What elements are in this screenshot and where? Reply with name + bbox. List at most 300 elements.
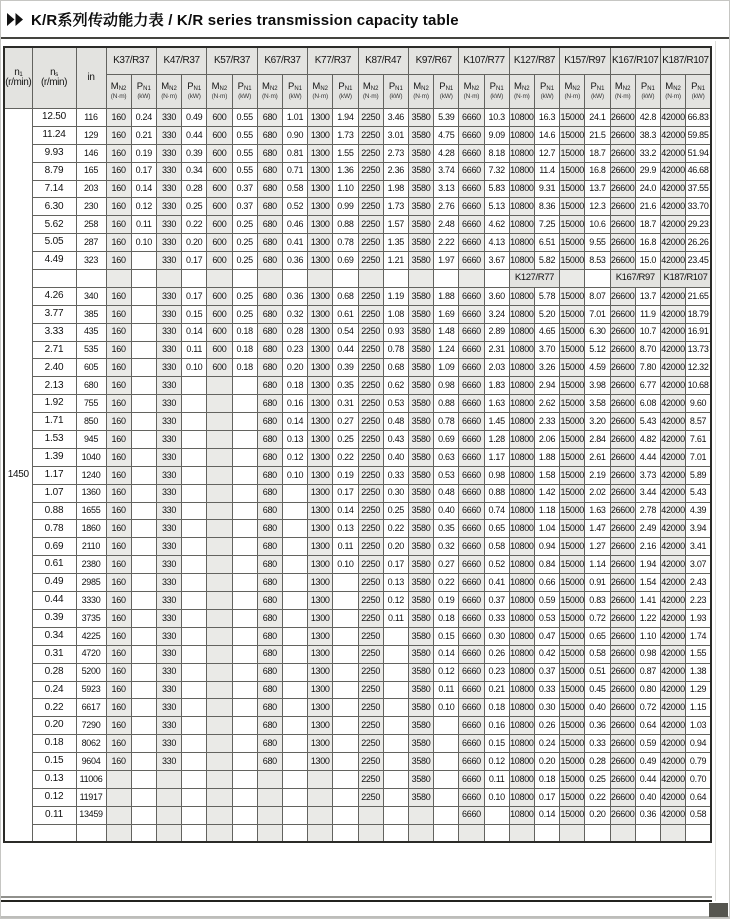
pn1-cell: 2.62 [534,395,559,413]
pn1-cell: 1.93 [686,609,711,627]
pn1-cell: 0.18 [282,377,307,395]
pn1-cell [182,717,207,735]
pn1-cell [131,592,156,610]
ratio-cell: 4225 [76,627,106,645]
pn1-cell: 0.24 [131,109,156,127]
mn2-cell: 330 [156,216,181,234]
model-header-1: K37/R37 [106,47,156,75]
mn2-cell: 160 [106,574,131,592]
mid-empty-mn2 [156,270,181,288]
output-speed-cell: 5.05 [32,234,76,252]
mn2-cell: 6660 [459,806,484,824]
pn1-cell: 0.80 [635,681,660,699]
mn2-cell: 160 [106,448,131,466]
pn1-cell [434,735,459,753]
pn1-cell: 0.30 [484,627,509,645]
table-row [4,448,711,466]
ratio-cell: 1240 [76,466,106,484]
table-row [4,717,711,735]
pn1-cell: 23.45 [686,252,711,270]
mn2-cell: 330 [156,466,181,484]
pn1-cell: 0.78 [333,234,358,252]
table-row [4,574,711,592]
ratio-cell: 3735 [76,609,106,627]
mn2-header: $M_{N2}$ (N·m) [308,75,333,109]
pn1-cell: 0.79 [686,753,711,771]
pn1-cell: 0.14 [434,645,459,663]
pn1-cell: 0.17 [534,788,559,806]
mn2-cell: 6660 [459,359,484,377]
mn2-cell: 6660 [459,609,484,627]
mn2-cell: 680 [257,287,282,305]
mn2-cell: 160 [106,699,131,717]
pn1-cell [182,502,207,520]
pn1-header: $P_{N1}$ (kW) [131,75,156,109]
pn1-cell: 0.74 [484,502,509,520]
mn2-cell: 6660 [459,234,484,252]
mn2-cell [207,431,232,449]
pn1-cell [282,592,307,610]
pn1-cell: 0.44 [333,341,358,359]
pn1-cell: 29.23 [686,216,711,234]
mn2-cell: 10800 [509,109,534,127]
pn1-cell: 0.12 [282,448,307,466]
pn1-cell: 0.40 [434,502,459,520]
pn1-cell [282,699,307,717]
mn2-cell: 2250 [358,305,383,323]
pn1-cell [383,681,408,699]
mn2-cell [207,735,232,753]
model-header-8: K107/R77 [459,47,509,75]
mn2-cell: 10800 [509,627,534,645]
pn1-cell: 4.39 [686,502,711,520]
pn1-cell [333,788,358,806]
mn2-header: $M_{N2}$ (N·m) [408,75,433,109]
mn2-cell [207,788,232,806]
pn1-cell: 3.70 [534,341,559,359]
mn2-cell: 6660 [459,216,484,234]
mn2-cell: 1300 [308,252,333,270]
output-speed-cell: 1.53 [32,431,76,449]
table-row [4,323,711,341]
mn2-cell: 680 [257,645,282,663]
mn2-cell: 330 [156,520,181,538]
mn2-cell: 680 [257,627,282,645]
pn1-cell: 0.14 [131,180,156,198]
mn2-cell: 10800 [509,216,534,234]
mn2-cell: 2250 [358,126,383,144]
pn1-cell: 1.41 [635,592,660,610]
pn1-cell [182,806,207,824]
pn1-cell: 0.88 [484,484,509,502]
mn2-cell: 42000 [660,520,685,538]
pn1-cell [333,735,358,753]
pn1-cell: 3.73 [635,466,660,484]
mn2-cell: 2250 [358,609,383,627]
ratio-cell: 385 [76,305,106,323]
mn2-cell: 1300 [308,627,333,645]
mn2-cell [106,770,131,788]
mn2-cell: 3580 [408,216,433,234]
pn1-cell [282,770,307,788]
mn2-cell: 160 [106,466,131,484]
pn1-cell: 0.11 [383,609,408,627]
ratio-cell: 4720 [76,645,106,663]
mn2-cell [207,681,232,699]
pn1-cell [282,574,307,592]
pn1-cell: 1.58 [534,466,559,484]
pn1-cell [232,395,257,413]
pn1-cell [232,484,257,502]
mn2-cell: 6660 [459,735,484,753]
mn2-cell: 3580 [408,592,433,610]
model-header-7: K97/R67 [408,47,458,75]
mn2-cell: 42000 [660,717,685,735]
pn1-cell [282,502,307,520]
mn2-cell: 6660 [459,180,484,198]
mn2-cell: 1300 [308,323,333,341]
mn2-cell: 2250 [358,681,383,699]
mn2-cell: 15000 [560,735,585,753]
ratio-cell: 1860 [76,520,106,538]
pn1-cell: 14.6 [534,126,559,144]
pn1-cell [333,574,358,592]
pn1-cell [484,806,509,824]
pn1-cell [282,753,307,771]
mn2-cell: 15000 [560,144,585,162]
mn2-cell: 680 [257,198,282,216]
pn1-cell: 8.53 [585,252,610,270]
mn2-cell: 680 [257,717,282,735]
pn1-cell: 16.91 [686,323,711,341]
mn2-cell [156,824,181,842]
mn2-cell [207,592,232,610]
pn1-cell [131,753,156,771]
mn2-cell: 1300 [308,645,333,663]
pn1-cell: 2.02 [585,484,610,502]
pn1-cell: 0.55 [232,144,257,162]
pn1-cell: 1.45 [484,413,509,431]
output-speed-cell: 1.17 [32,466,76,484]
mn2-cell: 10800 [509,341,534,359]
pn1-cell: 1.17 [484,448,509,466]
output-speed-cell: 0.18 [32,735,76,753]
mn2-cell [308,788,333,806]
mn2-cell: 10800 [509,162,534,180]
mn2-cell: 160 [106,377,131,395]
output-speed-cell: 2.40 [32,359,76,377]
pn1-cell: 0.12 [383,592,408,610]
pn1-cell: 2.19 [585,466,610,484]
mn2-cell: 2250 [358,699,383,717]
pn1-cell: 21.65 [686,287,711,305]
model-header-11: K167/R107 [610,47,660,75]
pn1-cell: 12.7 [534,144,559,162]
mn2-cell: 680 [257,109,282,127]
mn2-cell: 330 [156,144,181,162]
pn1-cell: 2.76 [434,198,459,216]
table-row [4,520,711,538]
mn2-cell: 10800 [509,431,534,449]
pn1-cell: 2.94 [534,377,559,395]
pn1-cell: 0.48 [434,484,459,502]
output-speed-cell: 6.30 [32,198,76,216]
pn1-cell: 5.20 [534,305,559,323]
mid-empty-mn2 [207,270,232,288]
pn1-cell: 0.36 [635,806,660,824]
mn2-cell: 6660 [459,109,484,127]
mn2-cell: 26600 [610,609,635,627]
pn1-header: $P_{N1}$ (kW) [585,75,610,109]
pn1-cell [131,466,156,484]
mn2-cell: 26600 [610,126,635,144]
pn1-cell [333,609,358,627]
mn2-cell: 6660 [459,627,484,645]
mn2-cell: 42000 [660,234,685,252]
mn2-cell: 3580 [408,556,433,574]
pn1-cell [131,806,156,824]
mn2-cell: 42000 [660,180,685,198]
mn2-cell: 42000 [660,502,685,520]
pn1-cell: 21.5 [585,126,610,144]
pn1-cell [131,305,156,323]
mn2-cell: 600 [207,305,232,323]
mn2-cell: 330 [156,538,181,556]
mn2-cell: 600 [207,287,232,305]
ratio-cell: 146 [76,144,106,162]
mn2-cell: 1300 [308,663,333,681]
pn1-cell: 0.40 [635,788,660,806]
mn2-cell: 2250 [358,431,383,449]
pn1-cell: 1.24 [434,341,459,359]
pn1-cell: 0.27 [434,556,459,574]
mn2-cell: 1300 [308,413,333,431]
pn1-cell [131,377,156,395]
pn1-cell: 1.74 [686,627,711,645]
mid-empty-mn2 [106,270,131,288]
pn1-cell: 0.58 [585,645,610,663]
mn2-cell: 26600 [610,735,635,753]
pn1-cell: 0.14 [282,413,307,431]
pn1-cell: 0.98 [434,377,459,395]
pn1-cell: 2.31 [484,341,509,359]
mn2-cell: 15000 [560,609,585,627]
pn1-cell: 0.21 [131,126,156,144]
mn2-cell: 2250 [358,645,383,663]
table-row [4,824,711,842]
mn2-cell [308,770,333,788]
pn1-cell: 2.36 [383,162,408,180]
mn2-cell: 3580 [408,323,433,341]
mn2-cell: 10800 [509,645,534,663]
pn1-cell [232,717,257,735]
table-row [4,592,711,610]
pn1-cell: 1.19 [383,287,408,305]
mn2-cell: 6660 [459,377,484,395]
pn1-cell: 4.82 [635,431,660,449]
pn1-cell: 0.91 [585,574,610,592]
pn1-cell: 0.17 [333,484,358,502]
pn1-cell [131,699,156,717]
pn1-cell: 8.07 [585,287,610,305]
mn2-cell: 10800 [509,144,534,162]
pn1-cell: 0.25 [232,252,257,270]
pn1-cell: 0.18 [534,770,559,788]
table-row [4,484,711,502]
pn1-cell [131,770,156,788]
mn2-cell: 6660 [459,484,484,502]
pn1-cell: 8.36 [534,198,559,216]
pn1-cell: 4.59 [585,359,610,377]
pn1-cell: 0.44 [635,770,660,788]
mn2-cell: 42000 [660,556,685,574]
pn1-cell: 0.20 [585,806,610,824]
pn1-cell: 7.61 [686,431,711,449]
pn1-cell: 0.88 [434,395,459,413]
mid-empty-pn1 [333,270,358,288]
pn1-cell: 1.98 [383,180,408,198]
pn1-cell: 24.0 [635,180,660,198]
ratio-cell: 1655 [76,502,106,520]
pn1-cell: 1.08 [383,305,408,323]
pn1-cell: 0.94 [686,735,711,753]
ratio-cell: 945 [76,431,106,449]
mn2-cell: 26600 [610,252,635,270]
mn2-cell: 6660 [459,413,484,431]
mn2-cell: 3580 [408,645,433,663]
pn1-cell [232,681,257,699]
pn1-cell: 0.14 [333,502,358,520]
pn1-cell: 6.77 [635,377,660,395]
mn2-cell: 10800 [509,788,534,806]
ratio-cell: 7290 [76,717,106,735]
output-speed-cell [32,824,76,842]
ratio-cell: 340 [76,287,106,305]
table-wrapper [3,46,712,843]
mn2-cell [459,824,484,842]
mn2-cell: 3580 [408,162,433,180]
mn2-cell [207,413,232,431]
mn2-cell: 26600 [610,484,635,502]
pn1-cell: 0.32 [434,538,459,556]
mn2-cell [207,627,232,645]
pn1-cell [182,377,207,395]
mn2-cell: 160 [106,735,131,753]
mn2-cell: 330 [156,431,181,449]
mn2-cell: 1300 [308,180,333,198]
mn2-cell: 600 [207,162,232,180]
pn1-cell: 3.46 [383,109,408,127]
mn2-cell: 160 [106,681,131,699]
pn1-cell [182,735,207,753]
mn2-cell: 3580 [408,538,433,556]
pn1-cell [232,574,257,592]
mn2-cell: 160 [106,627,131,645]
mid-empty-mn2 [560,270,585,288]
pn1-cell [131,413,156,431]
pn1-cell: 0.53 [434,466,459,484]
ratio-cell: 203 [76,180,106,198]
mn2-cell: 2250 [358,144,383,162]
mn2-cell [207,770,232,788]
pn1-cell [182,574,207,592]
pn1-cell: 2.16 [635,538,660,556]
ratio-cell: 3330 [76,592,106,610]
mn2-cell: 160 [106,126,131,144]
ratio-cell: 9604 [76,753,106,771]
mn2-cell: 2250 [358,574,383,592]
mn2-cell: 2250 [358,753,383,771]
mn2-cell: 15000 [560,234,585,252]
mn2-header: $M_{N2}$ (N·m) [257,75,282,109]
pn1-cell: 10.7 [635,323,660,341]
pn1-cell: 0.78 [383,341,408,359]
mn2-cell: 2250 [358,109,383,127]
table-row [4,788,711,806]
model-header-6: K87/R47 [358,47,408,75]
pn1-cell: 4.65 [534,323,559,341]
mn2-cell: 26600 [610,717,635,735]
pn1-cell: 0.27 [333,413,358,431]
table-row [4,753,711,771]
mn2-cell: 6660 [459,252,484,270]
footer-rule-gray [1,896,712,898]
pn1-cell [333,824,358,842]
pn1-cell: 0.64 [686,788,711,806]
mn2-cell: 10800 [509,466,534,484]
mn2-cell: 6660 [459,592,484,610]
pn1-cell [131,627,156,645]
pn1-cell: 5.43 [686,484,711,502]
mn2-cell: 160 [106,341,131,359]
pn1-cell: 9.31 [534,180,559,198]
pn1-cell [383,806,408,824]
pn1-cell [182,824,207,842]
pn1-cell: 0.15 [434,627,459,645]
pn1-cell: 0.55 [232,109,257,127]
mn2-cell: 10800 [509,699,534,717]
mn2-cell: 3580 [408,681,433,699]
table-row [4,198,711,216]
pn1-cell [434,788,459,806]
mn2-cell: 15000 [560,645,585,663]
pn1-cell: 1.94 [635,556,660,574]
mn2-cell: 10800 [509,663,534,681]
mn2-cell: 680 [257,502,282,520]
pn1-cell [282,681,307,699]
pn1-cell [182,520,207,538]
mn2-cell: 26600 [610,466,635,484]
mn2-cell: 2250 [358,198,383,216]
mn2-cell: 160 [106,395,131,413]
pn1-cell: 0.25 [182,198,207,216]
table-row [4,287,711,305]
mn2-cell: 6660 [459,681,484,699]
pn1-cell [282,645,307,663]
mn2-cell [156,770,181,788]
mn2-cell: 15000 [560,717,585,735]
mn2-cell [106,806,131,824]
pn1-cell: 9.09 [484,126,509,144]
mn2-cell: 160 [106,305,131,323]
pn1-cell: 5.83 [484,180,509,198]
pn1-cell: 0.18 [232,323,257,341]
ratio-cell: 2985 [76,574,106,592]
pn1-cell: 0.15 [484,735,509,753]
mn2-cell: 42000 [660,788,685,806]
mn2-cell [207,824,232,842]
mn2-cell: 10800 [509,520,534,538]
